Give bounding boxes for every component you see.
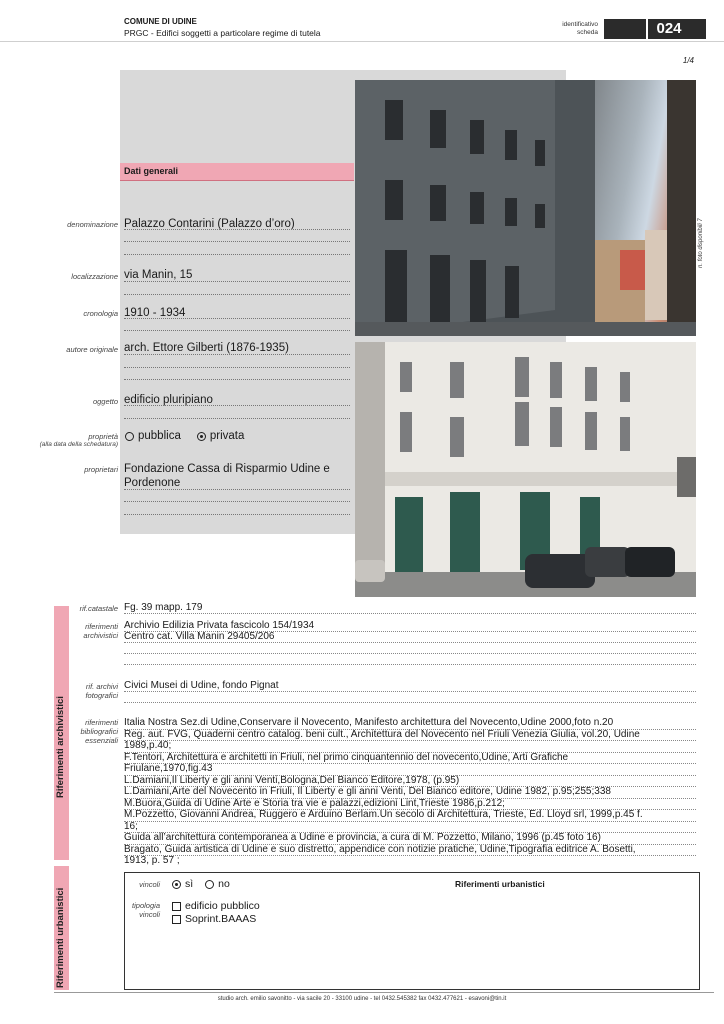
rif-catastale-label: rif.catastale <box>79 604 118 613</box>
dotted-line <box>124 702 696 703</box>
radio-vincoli-no[interactable] <box>205 880 214 889</box>
dotted-line <box>124 281 350 282</box>
rif-archivistici-value-2: Centro cat. Villa Manin 29405/206 <box>124 631 275 642</box>
footer-divider <box>54 992 714 993</box>
biblio-item: M.Buora,Guida di Udine Arte e Storia tra vie e palazzi,edizioni Lint,Trieste 1986,p.212; <box>124 799 696 811</box>
dotted-line <box>124 489 350 490</box>
biblio-item: Bragato, Guida artistica di Udine e suo distretto, appendice con notizie pratiche, Udine,Tipografia editrice A. Bosetti, <box>124 845 696 857</box>
tipologia-label-line1: tipologia <box>132 901 160 910</box>
rif-biblio-label-line3: essenziali <box>85 736 118 745</box>
radio-vincoli-si-label: sì <box>185 878 194 890</box>
tipologia-option <box>172 900 260 913</box>
page-number: 1/4 <box>682 56 694 65</box>
cronologia-value: 1910 - 1934 <box>124 307 186 319</box>
biblio-item: 1913, p. 57 ; <box>124 855 180 866</box>
photo-count-caption: n. foto disponibili 7 <box>698 218 704 268</box>
dotted-line <box>124 367 350 368</box>
oggetto-label: oggetto <box>92 397 118 406</box>
tipologia-option <box>172 913 260 926</box>
dotted-line <box>124 501 350 502</box>
rif-foto-label-line2: fotografici <box>85 691 118 700</box>
denominazione-value: Palazzo Contarini (Palazzo d’oro) <box>124 218 295 230</box>
denominazione-label: denominazione <box>67 220 118 229</box>
dotted-line <box>124 254 350 255</box>
radio-privata[interactable] <box>197 432 206 441</box>
tipologia-checkbox-group <box>172 900 260 926</box>
radio-vincoli-si[interactable] <box>172 880 181 889</box>
municipality-title: COMUNE DI UDINE <box>124 17 197 26</box>
footer-text: studio arch. emilio savonitto - via sacile 20 - 33100 udine - tel 0432.545382 fax 0432.477621 - esavoni@tin.it <box>217 996 507 1002</box>
proprieta-label: proprietà <box>88 432 118 441</box>
dotted-line <box>124 691 696 692</box>
dotted-line <box>124 379 350 380</box>
checkbox-edificio-pubblico[interactable] <box>172 902 181 911</box>
dotted-line <box>124 294 350 295</box>
dotted-line <box>124 241 350 242</box>
biblio-item: L.Damiani,Il Liberty e gli anni Venti,Bologna,Del Bianco Editore,1978, (p.95) <box>124 776 696 788</box>
radio-pubblica-label: pubblica <box>138 430 181 442</box>
id-label-line1: identificativo <box>562 21 598 28</box>
id-label-line2: scheda <box>577 29 598 36</box>
archival-side-title: Riferimenti archivistici <box>55 696 66 798</box>
biblio-item: Friulane,1970,fig.43 <box>124 764 696 776</box>
scheda-number: 024 <box>646 19 690 39</box>
dotted-line <box>124 229 350 230</box>
oggetto-value: edificio pluripiano <box>124 394 213 406</box>
rif-biblio-label-line1: riferimenti <box>85 718 118 727</box>
building-corner-photo <box>355 342 696 597</box>
dotted-line <box>124 418 350 419</box>
biblio-item: Italia Nostra Sez.di Udine,Conservare il Novecento, Manifesto architettura del Novecento,Udine 2000,foto n.20 <box>124 718 696 730</box>
proprietari-label: proprietari <box>84 465 118 474</box>
cronologia-label: cronologia <box>83 309 118 318</box>
section-heading-underline <box>120 180 354 181</box>
urban-side-title: Riferimenti urbanistici <box>55 887 66 988</box>
dotted-line <box>124 514 350 515</box>
dotted-line <box>124 354 350 355</box>
dotted-line <box>124 405 350 406</box>
facade-photo-illustration <box>355 80 696 336</box>
proprietari-value-line2: Pordenone <box>124 477 181 489</box>
tipologia-label <box>120 901 160 919</box>
dotted-line <box>124 653 696 654</box>
proprieta-sublabel: (alla data della schedatura) <box>39 441 118 448</box>
biblio-item: 16; <box>124 822 696 834</box>
document-subtitle: PRGC - Edifici soggetti a particolare regime di tutela <box>124 28 321 38</box>
urban-box-title: Riferimenti urbanistici <box>455 879 545 889</box>
proprietari-value-line1: Fondazione Cassa di Risparmio Udine e <box>124 463 330 475</box>
corner-photo-illustration <box>355 342 696 597</box>
biblio-item: 1989,p.40; <box>124 741 696 753</box>
building-facade-photo <box>355 80 696 336</box>
autore-value: arch. Ettore Gilberti (1876-1935) <box>124 342 289 354</box>
header-divider <box>0 41 724 42</box>
rif-biblio-list <box>124 718 696 867</box>
biblio-item: M.Pozzetto, Giovanni Andrea, Ruggero e Arduino Berlam.Un secolo di Architettura, Trieste, Ed. Lloyd srl, 1999,p.45 f. <box>124 810 696 822</box>
rif-archivistici-value-1: Archivio Edilizia Privata fascicolo 154/1934 <box>124 620 315 631</box>
autore-label: autore originale <box>66 345 118 354</box>
dotted-line <box>124 664 696 665</box>
rif-archivistici-label-line1: riferimenti <box>85 622 118 631</box>
rif-archivistici-label <box>70 622 118 640</box>
localizzazione-value: via Manin, 15 <box>124 269 193 281</box>
rif-biblio-label <box>70 718 118 745</box>
dotted-line <box>124 330 350 331</box>
biblio-item: Reg. aut. FVG, Quaderni centro catalog. beni cult., Architettura del Novecento nel Friuli Venezia Giulia, vol.20, Udine <box>124 730 696 742</box>
proprieta-radio-group <box>125 430 244 442</box>
biblio-item: L.Damiani,Arte del Novecento in Friuli, Il Liberty e gli anni Venti, Del Bianco editore, Udine 1982, p.95;255;338 <box>124 787 696 799</box>
tipologia-label-line2: vincoli <box>139 910 160 919</box>
biblio-item: F.Tentori, Architettura e architetti in Friuli, nel primo cinquantennio del novecento,Udine, Arti Grafiche <box>124 753 696 765</box>
radio-pubblica[interactable] <box>125 432 134 441</box>
dotted-line <box>124 613 696 614</box>
vincoli-radio-group <box>172 878 230 890</box>
localizzazione-label: localizzazione <box>71 272 118 281</box>
rif-foto-value: Civici Musei di Udine, fondo Pignat <box>124 680 279 691</box>
radio-vincoli-no-label: no <box>218 878 230 890</box>
dotted-line <box>124 642 696 643</box>
dotted-line <box>124 318 350 319</box>
radio-privata-label: privata <box>209 430 245 442</box>
checkbox-soprint-label: Soprint.BAAAS <box>185 913 257 925</box>
id-label <box>540 21 598 37</box>
section-heading: Dati generali <box>124 166 179 176</box>
rif-biblio-label-line2: bibliografici <box>80 727 118 736</box>
checkbox-edificio-pubblico-label: edificio pubblico <box>185 900 260 912</box>
rif-catastale-value: Fg. 39 mapp. 179 <box>124 602 203 613</box>
biblio-item: Guida all’architettura contemporanea a Udine e provincia, a cura di M. Pozzetto, Milano, 1996 (p.45 foto 16) <box>124 833 696 845</box>
rif-foto-label <box>70 682 118 700</box>
rif-archivistici-label-line2: archivistici <box>83 631 118 640</box>
rif-foto-label-line1: rif. archivi <box>85 682 118 691</box>
checkbox-soprint[interactable] <box>172 915 181 924</box>
vincoli-label: vincoli <box>139 880 160 889</box>
